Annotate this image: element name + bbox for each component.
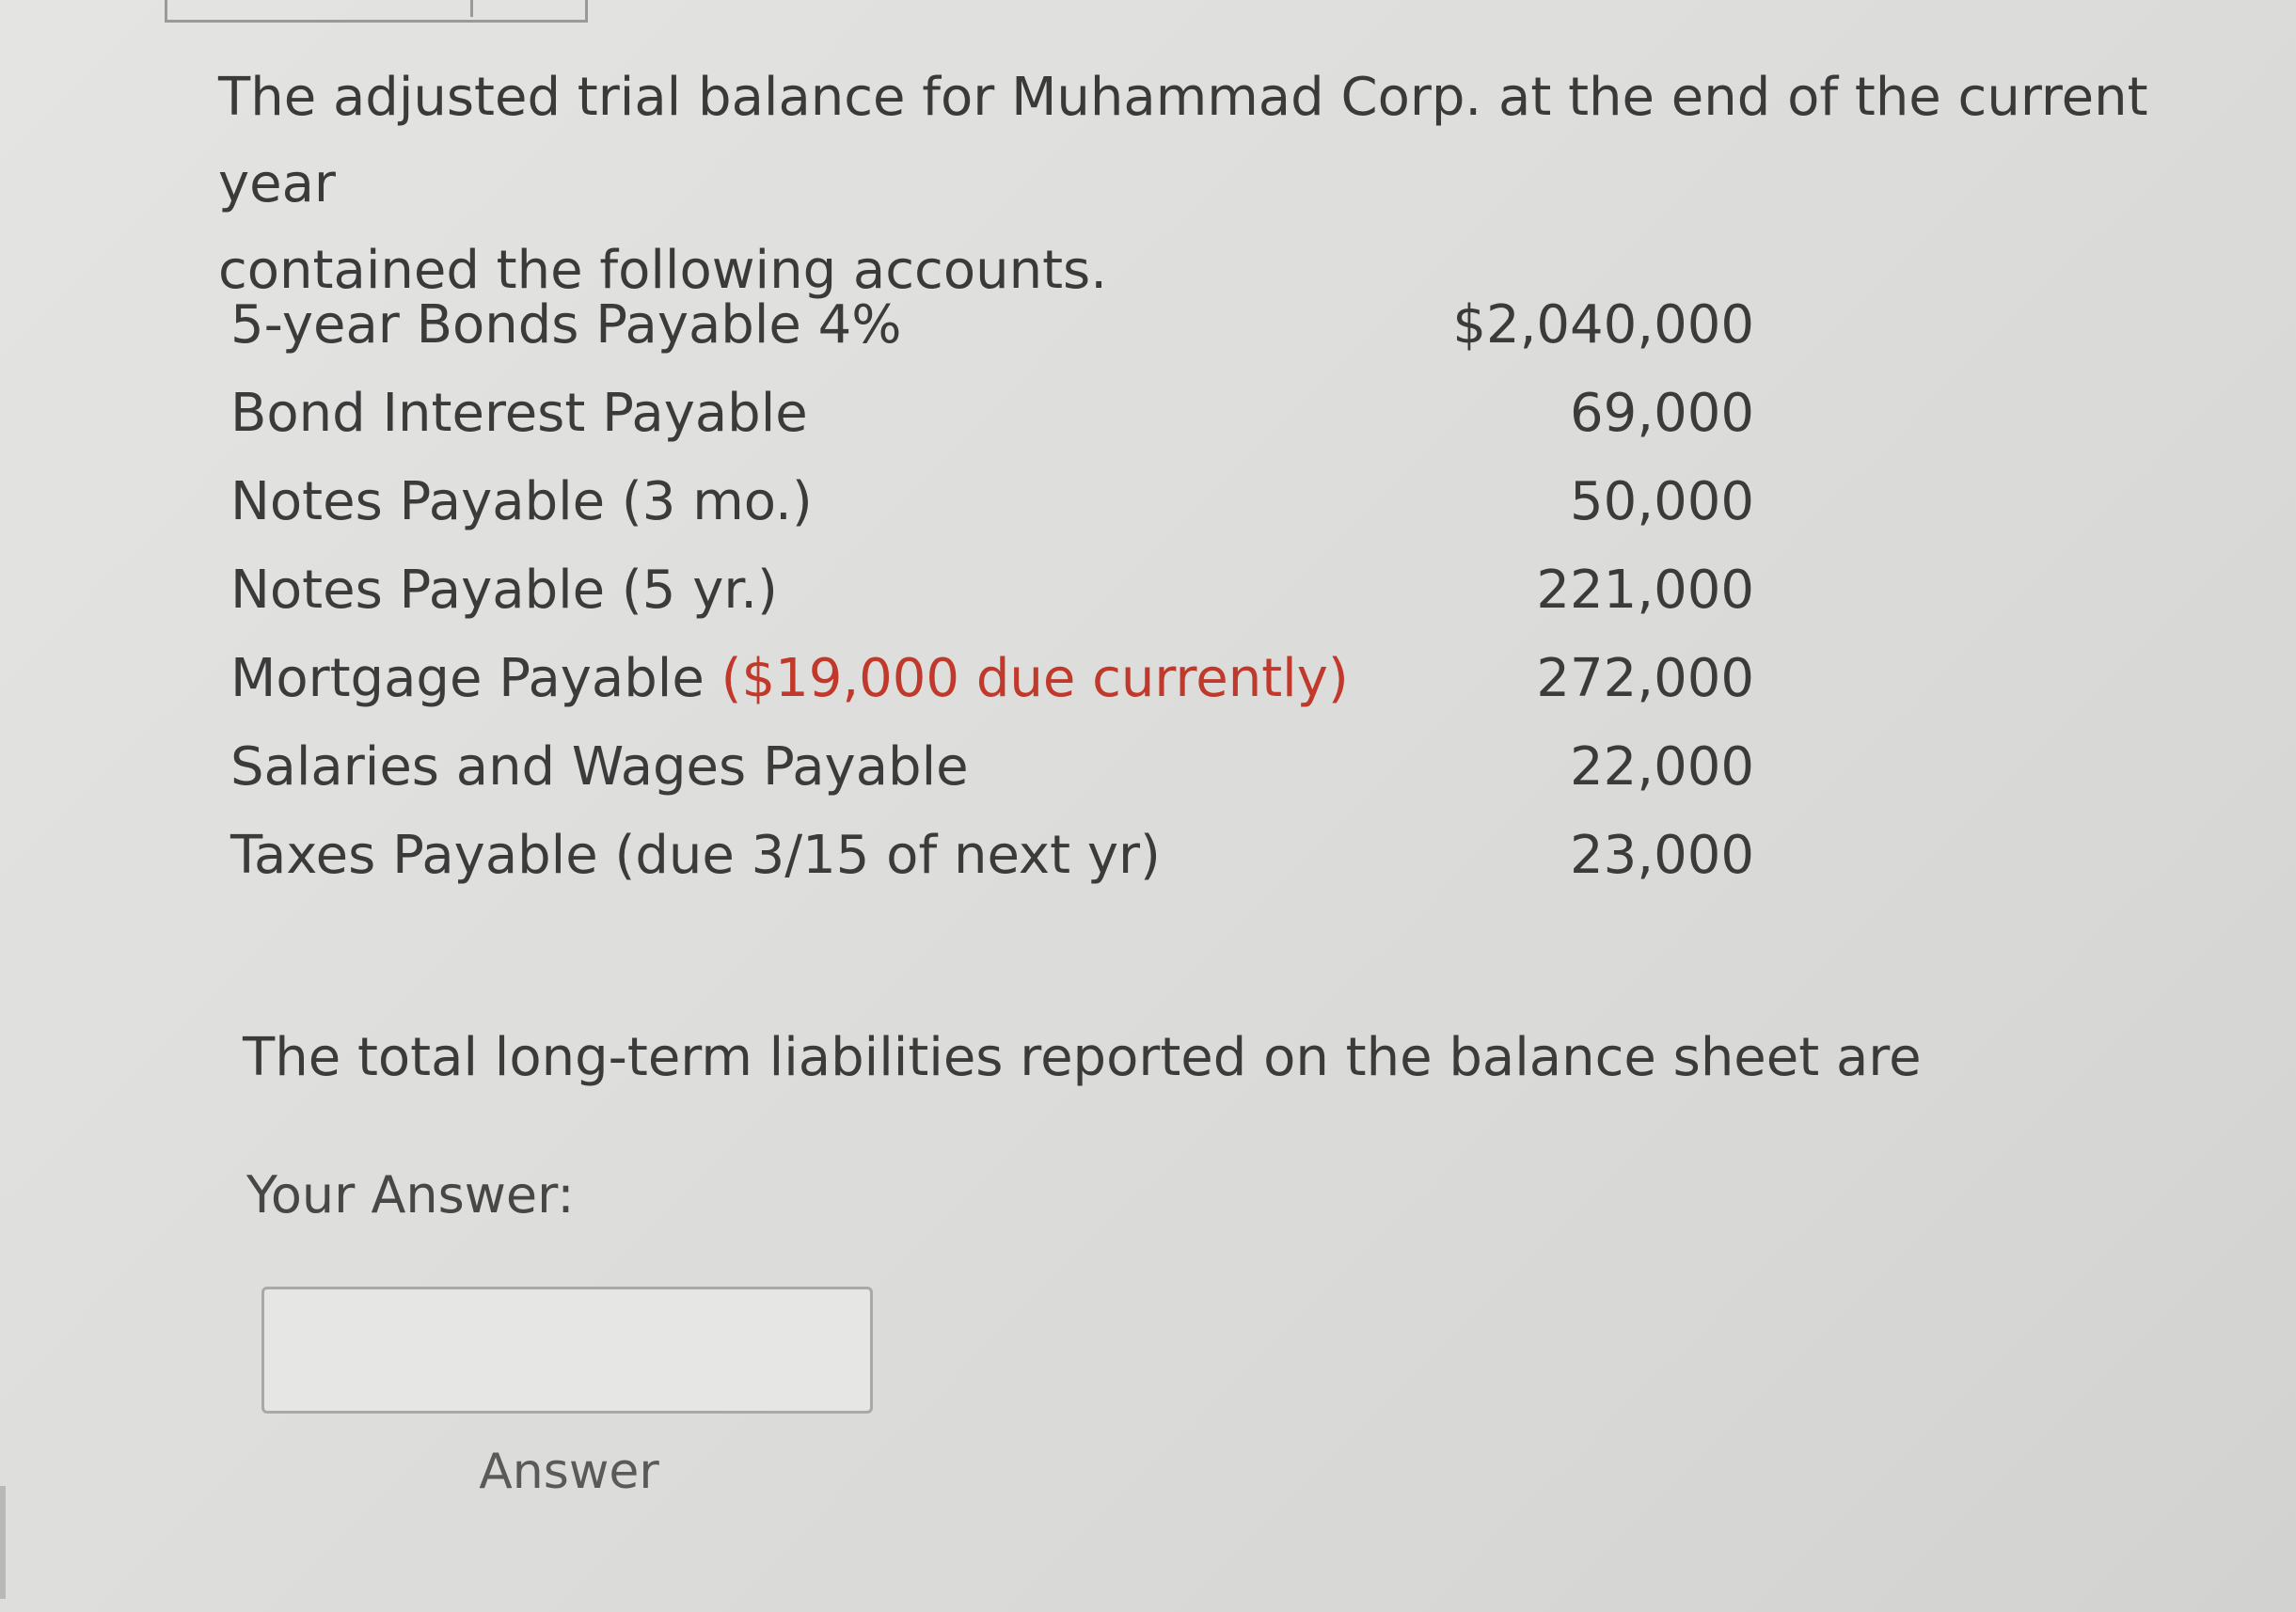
account-row-notes-payable-3mo [230, 468, 1754, 557]
account-name: Taxes Payable (due 3/15 of next yr) [230, 825, 1161, 886]
intro-line-1: The adjusted trial balance for Muhammad Corp. at the end of the current year [218, 67, 2148, 214]
account-row-salaries-wages-payable [230, 734, 1754, 822]
account-name: 5-year Bonds Payable 4% [230, 294, 902, 356]
account-amount: $2,040,000 [1452, 294, 1754, 356]
account-amount: 23,000 [1570, 825, 1754, 886]
intro-line-2: contained the following accounts. [218, 240, 1107, 301]
question-text: The total long-term liabilities reported on the balance sheet are [243, 1027, 1922, 1088]
account-note: ($19,000 due currently) [720, 648, 1349, 709]
account-name: Salaries and Wages Payable [230, 736, 969, 798]
account-amount: 50,000 [1570, 471, 1754, 532]
account-row-bond-interest-payable [230, 380, 1754, 468]
account-row-notes-payable-5yr [230, 557, 1754, 645]
account-amount: 221,000 [1536, 560, 1754, 621]
account-name: Notes Payable (5 yr.) [230, 560, 778, 621]
answer-input[interactable] [261, 1287, 873, 1414]
account-row-mortgage-payable [230, 645, 1754, 734]
top-tab-divider [470, 0, 473, 17]
account-amount: 272,000 [1536, 648, 1754, 709]
account-row-taxes-payable [230, 822, 1754, 910]
screen-edge [0, 1486, 6, 1599]
problem-intro [218, 55, 2250, 314]
account-name: Mortgage Payable ($19,000 due currently) [230, 648, 1349, 709]
answer-label: Your Answer: [246, 1165, 575, 1225]
account-list [230, 292, 1754, 910]
account-name: Bond Interest Payable [230, 383, 808, 444]
top-tab-frame [165, 0, 588, 23]
answer-button[interactable]: Answer [442, 1439, 696, 1505]
account-row-bonds-payable [230, 292, 1754, 380]
account-name: Notes Payable (3 mo.) [230, 471, 813, 532]
account-amount: 69,000 [1570, 383, 1754, 444]
account-amount: 22,000 [1570, 736, 1754, 798]
